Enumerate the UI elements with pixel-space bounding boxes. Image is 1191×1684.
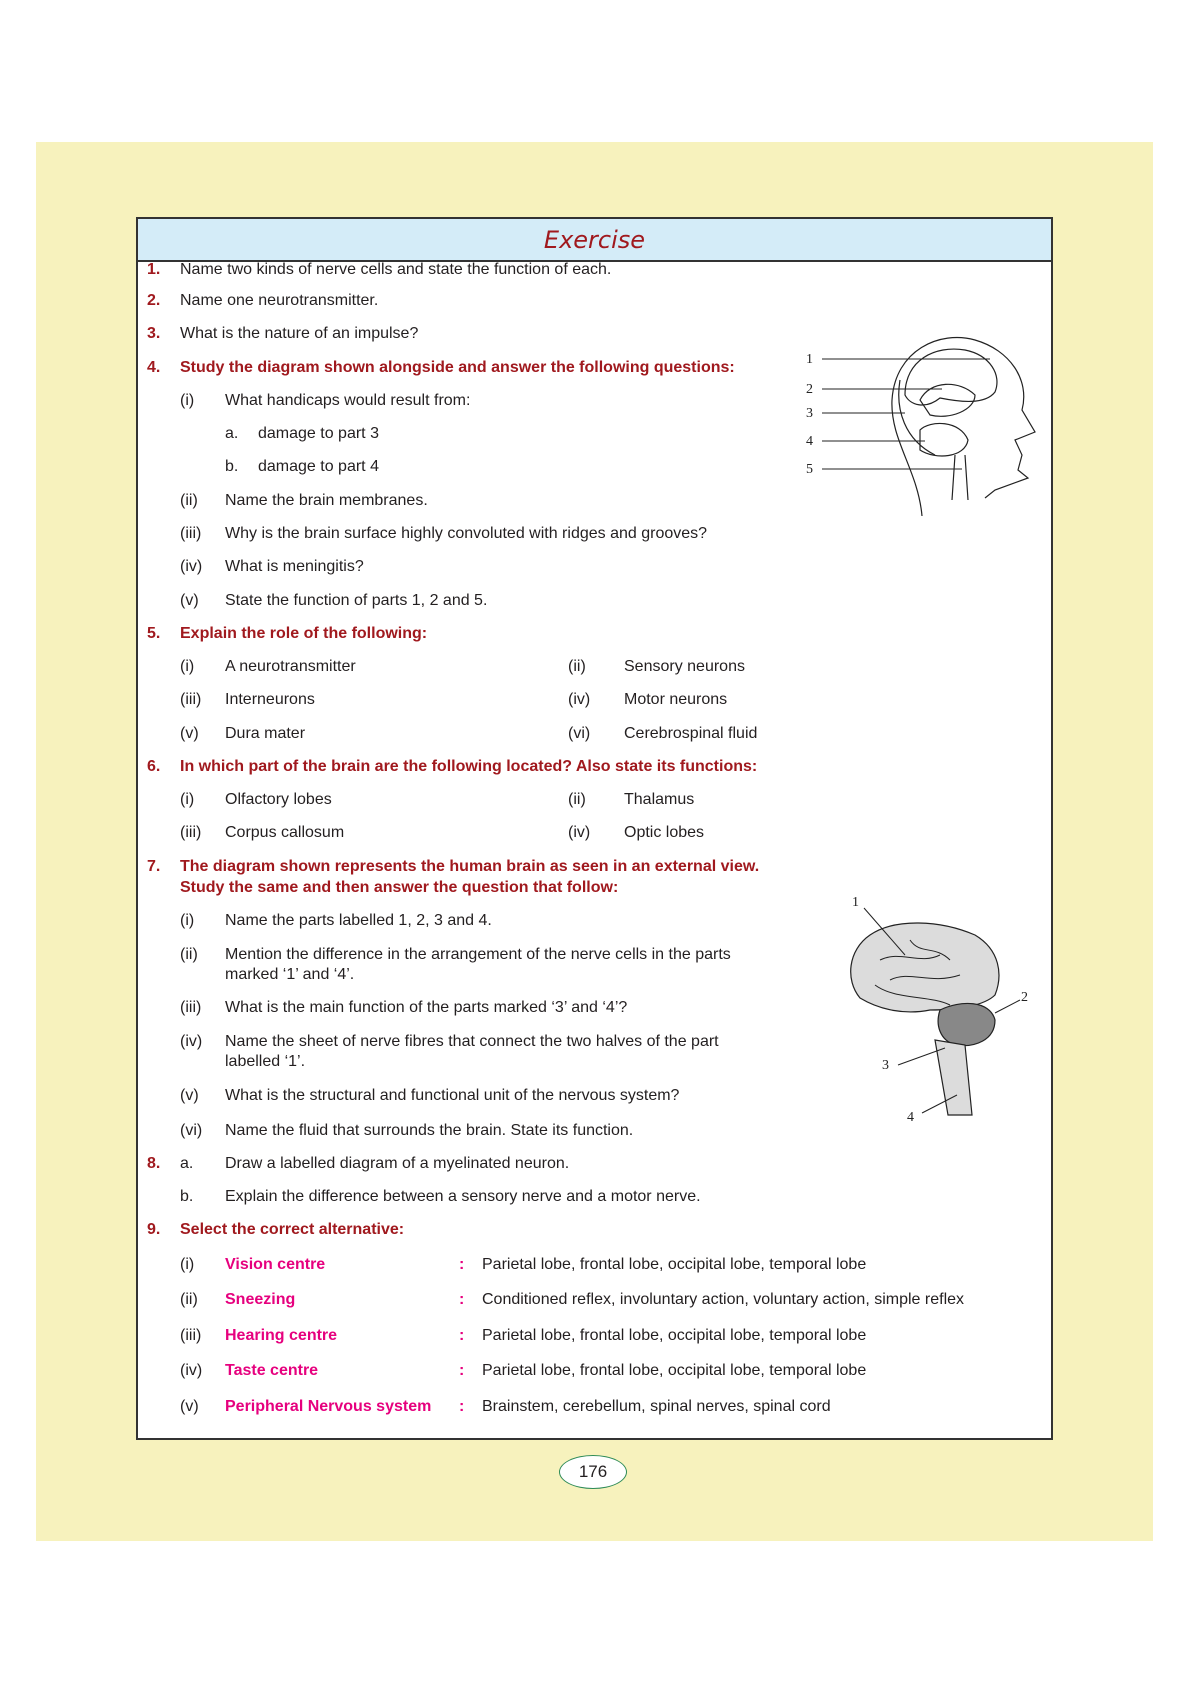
question-text: labelled ‘1’. bbox=[225, 1053, 306, 1070]
roman-label: (iii) bbox=[180, 525, 202, 542]
sub-question-text: State the function of parts 1, 2 and 5. bbox=[225, 592, 488, 609]
question-number: 1. bbox=[147, 261, 161, 278]
question-text: What is the nature of an impulse? bbox=[180, 325, 419, 342]
roman-label: (ii) bbox=[180, 946, 198, 963]
alternative-options: Parietal lobe, frontal lobe, occipital lobe, temporal lobe bbox=[482, 1362, 867, 1379]
sub-question-text: What is the structural and functional unit of the nervous system? bbox=[225, 1087, 680, 1104]
sub-question-text: Dura mater bbox=[225, 725, 306, 742]
roman-label: (vi) bbox=[568, 725, 591, 742]
sub-question-text: Thalamus bbox=[624, 791, 695, 808]
diagram-label: 1 bbox=[852, 895, 859, 910]
sub-question-text: Name the brain membranes. bbox=[225, 492, 428, 509]
roman-label: (i) bbox=[180, 791, 195, 808]
brain-section-diagram bbox=[822, 338, 1035, 517]
brain-external-diagram bbox=[851, 908, 1020, 1115]
roman-label: (iii) bbox=[180, 999, 202, 1016]
sub-question-text: Why is the brain surface highly convoluted with ridges and grooves? bbox=[225, 525, 708, 542]
roman-label: (ii) bbox=[180, 1291, 198, 1308]
question-number: 6. bbox=[147, 758, 161, 775]
roman-label: (iv) bbox=[180, 1033, 203, 1050]
sub-question-text: Olfactory lobes bbox=[225, 791, 332, 808]
colon: : bbox=[459, 1398, 465, 1415]
roman-label: (v) bbox=[180, 1398, 199, 1415]
exercise-title: Exercise bbox=[543, 226, 646, 254]
roman-label: (iii) bbox=[180, 824, 202, 841]
question-number: 5. bbox=[147, 625, 161, 642]
alternative-options: Parietal lobe, frontal lobe, occipital lobe, temporal lobe bbox=[482, 1327, 867, 1344]
question-number: 9. bbox=[147, 1221, 161, 1238]
sub-label: b. bbox=[225, 458, 239, 475]
roman-label: (iv) bbox=[568, 691, 591, 708]
alternative-topic: Peripheral Nervous system bbox=[225, 1398, 432, 1415]
diagram-label: 3 bbox=[806, 406, 813, 421]
roman-label: (ii) bbox=[568, 658, 586, 675]
question-text: Select the correct alternative: bbox=[180, 1221, 405, 1238]
question-text: Name one neurotransmitter. bbox=[180, 292, 379, 309]
sub-question-text: Cerebrospinal fluid bbox=[624, 725, 758, 742]
sub-question-text: What is the main function of the parts marked ‘3’ and ‘4’? bbox=[225, 999, 628, 1016]
sub-question-text: A neurotransmitter bbox=[225, 658, 356, 675]
question-number: 8. bbox=[147, 1155, 161, 1172]
roman-label: b. bbox=[180, 1188, 194, 1205]
sub-question-text: Corpus callosum bbox=[225, 824, 345, 841]
sub-question-text: Explain the difference between a sensory nerve and a motor nerve. bbox=[225, 1188, 701, 1205]
roman-label: (ii) bbox=[180, 492, 198, 509]
alternative-options: Conditioned reflex, involuntary action, voluntary action, simple reflex bbox=[482, 1291, 965, 1308]
question-text: In which part of the brain are the following located? Also state its functions: bbox=[180, 758, 758, 775]
colon: : bbox=[459, 1291, 465, 1308]
question-number: 2. bbox=[147, 292, 161, 309]
colon: : bbox=[459, 1362, 465, 1379]
diagram-label: 2 bbox=[806, 382, 813, 397]
roman-label: (v) bbox=[180, 1087, 199, 1104]
alternative-topic: Taste centre bbox=[225, 1362, 319, 1379]
sub-question-text: Interneurons bbox=[225, 691, 315, 708]
alternative-options: Brainstem, cerebellum, spinal nerves, spinal cord bbox=[482, 1398, 831, 1415]
diagram1-labels bbox=[806, 352, 813, 477]
alternative-topic: Sneezing bbox=[225, 1291, 296, 1308]
roman-label: (i) bbox=[180, 392, 195, 409]
alternative-options: Parietal lobe, frontal lobe, occipital lobe, temporal lobe bbox=[482, 1256, 867, 1273]
roman-label: (iv) bbox=[180, 558, 203, 575]
roman-label: (iii) bbox=[180, 1327, 202, 1344]
sub-question-text: Name the sheet of nerve fibres that connect the two halves of the part bbox=[225, 1033, 719, 1050]
question-text: Study the same and then answer the question that follow: bbox=[180, 879, 619, 896]
question-text: Study the diagram shown alongside and answer the following questions: bbox=[180, 359, 735, 376]
diagram-label: 5 bbox=[806, 462, 813, 477]
question-text: Name two kinds of nerve cells and state the function of each. bbox=[180, 261, 612, 278]
sub-question-text: Mention the difference in the arrangement of the nerve cells in the parts bbox=[225, 946, 731, 963]
roman-label: (iv) bbox=[568, 824, 591, 841]
sub-question-text: damage to part 3 bbox=[258, 425, 379, 442]
diagram-label: 4 bbox=[907, 1110, 914, 1125]
sub-question-text: Motor neurons bbox=[624, 691, 728, 708]
roman-label: (iii) bbox=[180, 691, 202, 708]
question-text: The diagram shown represents the human brain as seen in an external view. bbox=[180, 858, 760, 875]
roman-label: (v) bbox=[180, 725, 199, 742]
sub-question-text: Name the parts labelled 1, 2, 3 and 4. bbox=[225, 912, 492, 929]
sub-question-text: Sensory neurons bbox=[624, 658, 745, 675]
sub-question-text: What handicaps would result from: bbox=[225, 392, 471, 409]
sub-question-text: What is meningitis? bbox=[225, 558, 364, 575]
question-text: Draw a labelled diagram of a myelinated neuron. bbox=[225, 1155, 570, 1172]
roman-label: (i) bbox=[180, 658, 195, 675]
diagram-label: 4 bbox=[806, 434, 813, 449]
question-number: 3. bbox=[147, 325, 161, 342]
question-text: marked ‘1’ and ‘4’. bbox=[225, 966, 355, 983]
sub-question-text: damage to part 4 bbox=[258, 458, 379, 475]
question-number: 7. bbox=[147, 858, 161, 875]
diagram-label: 1 bbox=[806, 352, 813, 367]
question-text: Explain the role of the following: bbox=[180, 625, 428, 642]
roman-label: (i) bbox=[180, 1256, 195, 1273]
roman-label: (i) bbox=[180, 912, 195, 929]
roman-label: (ii) bbox=[568, 791, 586, 808]
page-number: 176 bbox=[559, 1455, 627, 1489]
colon: : bbox=[459, 1327, 465, 1344]
sub-label: a. bbox=[180, 1155, 194, 1172]
sub-question-text: Name the fluid that surrounds the brain. State its function. bbox=[225, 1122, 634, 1139]
roman-label: (v) bbox=[180, 592, 199, 609]
colon: : bbox=[459, 1256, 465, 1273]
sub-label: a. bbox=[225, 425, 239, 442]
roman-label: (vi) bbox=[180, 1122, 203, 1139]
roman-label: (iv) bbox=[180, 1362, 203, 1379]
alternative-topic: Hearing centre bbox=[225, 1327, 338, 1344]
diagram-label: 2 bbox=[1021, 990, 1028, 1005]
question-number: 4. bbox=[147, 359, 161, 376]
sub-question-text: Optic lobes bbox=[624, 824, 705, 841]
diagram-label: 3 bbox=[882, 1058, 889, 1073]
alternative-topic: Vision centre bbox=[225, 1256, 326, 1273]
